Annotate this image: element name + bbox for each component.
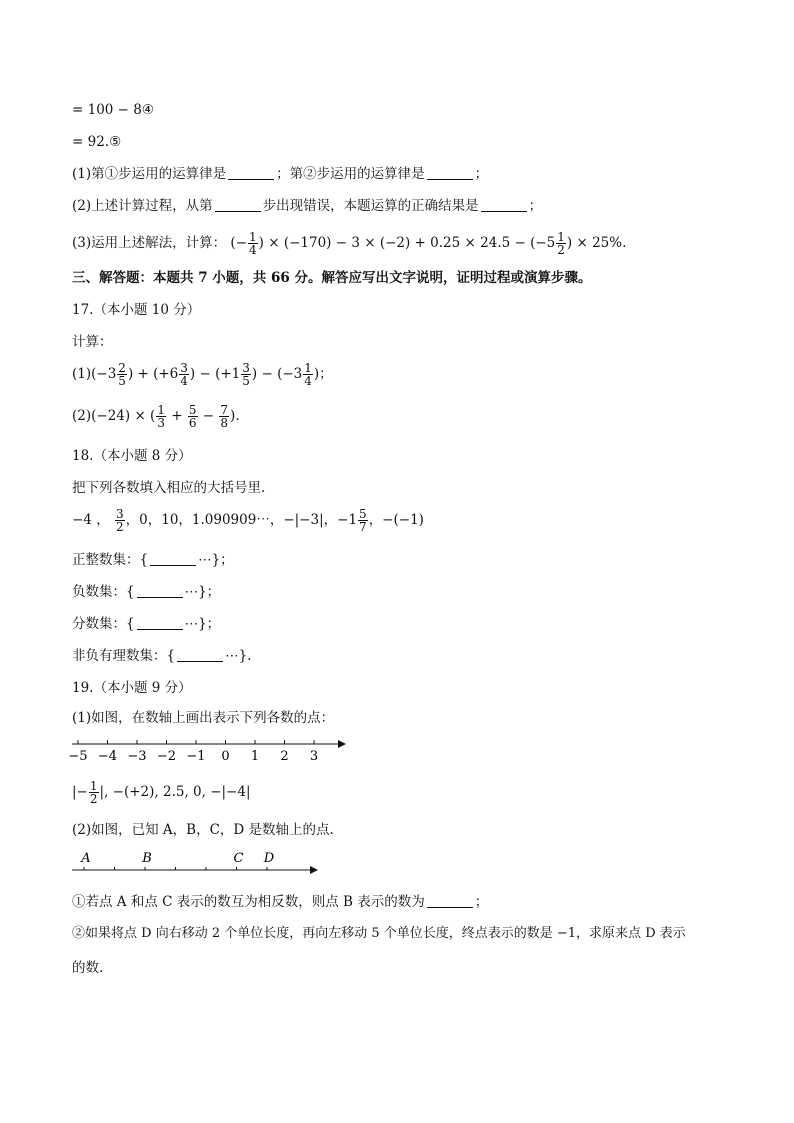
answer-blank[interactable] [481,197,527,212]
q19-part2-ii: ②如果将点 D 向右移动 2 个单位长度，再向左移动 5 个单位长度，终点表示的数是 −1，求原来点 D 表示 [72,926,686,941]
fraction: $\frac{3}{5}$ [242,361,250,388]
tick-label: 2 [280,749,289,764]
fraction: $\frac{1}{3}$ [157,403,165,430]
fraction: $\frac{7}{8}$ [220,403,229,430]
fraction: $\frac{1}{2}$ [557,230,565,257]
q16-part3-text-c: × 25%. [576,235,627,251]
answer-blank[interactable] [215,197,261,212]
q16-part1-text-b: ；第②步运用的运算律是 [276,166,425,182]
q16-part2 [72,196,542,216]
answer-blank[interactable] [228,165,274,180]
arrow-icon [338,740,346,748]
q16-part3-text-b: × (−170) − 3 × (−2) + 0.25 × 24.5 − [268,235,526,251]
q16-part1-text-c: ； [474,166,489,182]
tick-label: 0 [221,749,230,764]
q16-part1 [72,164,488,184]
tick-label: −1 [186,749,206,764]
calc-step-4: = 100 − 8④ [72,102,154,118]
q17-part2: (2)(−24) × ( $\frac{1}{3}$ + $\frac{5}{6}$ − $\frac{7}{8}$ ). [72,403,240,430]
answer-blank[interactable] [427,165,473,180]
q19-part1: (1)如图，在数轴上画出表示下列各数的点： [72,710,335,726]
calc-step-5: = 92.⑤ [72,134,122,150]
tick-label: 1 [250,749,260,764]
fraction: $\frac{1}{4}$ [249,230,257,257]
fraction: $\frac{1}{2}$ [89,779,98,806]
tick-label: −2 [156,749,177,764]
fraction: $\frac{5}{7}$ [359,507,367,534]
q16-part2-text-a: (2)上述计算过程，从第 [72,198,213,214]
q16-part1-text-a: (1)第①步运用的运算律是 [72,166,227,182]
number-line-2 [66,848,326,878]
q17-heading: 17.（本小题 10 分） [72,302,201,318]
answer-blank[interactable] [150,551,196,566]
answer-blank[interactable] [177,647,223,662]
q16-part3-text-a: (3)运用上述解法，计算： [72,235,227,251]
fraction: $\frac{2}{5}$ [118,361,126,388]
tick-label: −3 [127,749,147,764]
fraction: $\frac{1}{4}$ [304,361,312,388]
q19-part2-i: ①若点 A 和点 C 表示的数互为相反数，则点 B 表示的数为 ； [72,894,489,910]
q18-instruction: 把下列各数填入相应的大括号里. [72,480,266,496]
number-line-1 [66,732,356,766]
q19-heading: 19.（本小题 9 分） [72,680,192,696]
set-nonneg-rationals: 非负有理数集：{ ⋯}. [72,648,252,664]
tick-label: −4 [97,749,118,764]
point-label: A [81,851,91,866]
q17-part1: (1)(−3 $\frac{2}{5}$ ) + (+6 $\frac{3}{4}$ ) − (+1 $\frac{3}{5}$ ) − (−3 $\frac{1}{4}$ )； [72,361,333,388]
fraction: $\frac{3}{2}$ [116,507,124,534]
q18-numbers: −4 ， $\frac{3}{2}$ ，0，10，1.090909⋯，−|−3|，−1 $\frac{5}{7}$ ，−(−1) [72,507,424,534]
section-3-heading: 三、解答题：本题共 7 小题，共 66 分。解答应写出文字说明，证明过程或演算步骤。 [72,270,592,286]
fraction: $\frac{5}{6}$ [188,403,197,430]
answer-blank[interactable] [427,893,473,908]
q16-part3: (3)运用上述解法，计算： (− $\frac{1}{4}$ ) × (−170) − 3 × (−2) + 0.25 × 24.5 − (−5 $\frac{1}{2}$ ) × 25%. [72,230,627,257]
set-negatives: 负数集：{ ⋯}； [72,584,221,600]
point-label: B [142,851,152,866]
fraction: $\frac{3}{4}$ [180,361,188,388]
answer-blank[interactable] [137,583,183,598]
q17-instruction: 计算： [72,334,113,350]
q18-heading: 18.（本小题 8 分） [72,448,192,464]
tick-label: −5 [68,749,88,764]
point-label: D [263,851,275,866]
set-positive-integers: 正整数集：{ ⋯}； [72,552,234,568]
q16-part2-text-b: 步出现错误，本题运算的正确结果是 [262,198,479,214]
tick-label: 3 [309,749,319,764]
point-label: C [233,851,244,866]
q19-part1-numbers: |− $\frac{1}{2}$ |, −(+2), 2.5, 0, −|−4| [72,779,251,806]
q16-part2-text-c: ； [528,198,543,214]
arrow-icon [310,866,318,874]
q19-part2-ii-end: 的数. [72,960,104,976]
set-fractions: 分数集：{ ⋯}； [72,616,221,632]
answer-blank[interactable] [137,615,183,630]
q19-part2: (2)如图，已知 A，B，C，D 是数轴上的点. [72,822,334,838]
